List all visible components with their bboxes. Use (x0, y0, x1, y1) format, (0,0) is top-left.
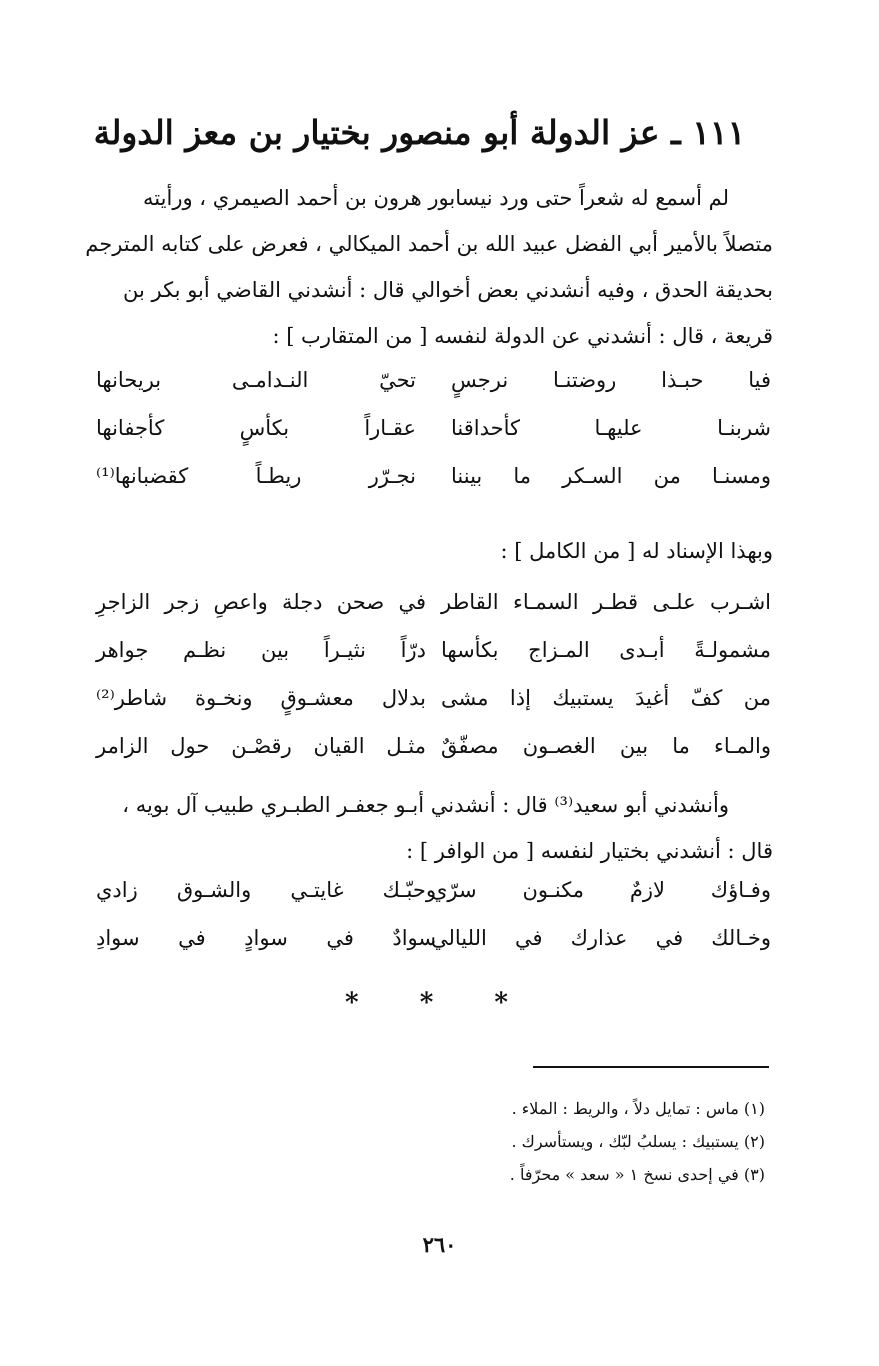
verse-row (96, 878, 771, 926)
verse-second-hemistich: في صحن دجلة واعصِ زجر الزاجرِ (96, 590, 426, 614)
verse-first-hemistich: من كفّ أغيدَ يستبيك إذا مشى (441, 686, 771, 710)
verse-first-hemistich: وفـاؤك لازمٌ مكنـون سرّي (431, 878, 771, 902)
verse-row (96, 638, 771, 686)
poem3-intro (68, 782, 773, 874)
footnote: (١) ماس : تمايل دلاً ، والريط : الملاء . (511, 1099, 765, 1118)
verse-first-hemistich: فيا حبـذا روضتنـا نرجسٍ (451, 368, 771, 392)
verse-second-hemistich: سوادٌ في سوادٍ في سوادِ (96, 926, 436, 950)
verse-first-hemistich: ومسنـا من السـكر ما بيننا (451, 464, 771, 488)
verse-second-hemistich: درّاً نثيـراً بين نظـم جواهر (96, 638, 426, 662)
verse-row (96, 590, 771, 638)
prose-line: وبهذا الإسناد له [ من الكامل ] : (500, 539, 773, 563)
verse-row (96, 734, 771, 782)
verse-second-hemistich: عقـاراً بكأسٍ كأجفانها (96, 416, 416, 440)
footnote: (٢) يستبيك : يسلبُ لبّك ، ويستأسرك . (511, 1132, 765, 1151)
prose-line: قريعة ، قال : أنشدني عن الدولة لنفسه [ من المتقارب ] : (272, 324, 773, 348)
verse-row (96, 368, 771, 416)
prose-line: قال : أنشدني بختيار لنفسه [ من الوافر ] : (406, 839, 773, 863)
verse-first-hemistich: والمـاء ما بين الغصـون مصفّقٌ (441, 734, 771, 758)
footnotes (300, 1092, 765, 1191)
footnote-rule (533, 1066, 769, 1068)
prose-line: بحديقة الحدق ، وفيه أنشدني بعض أخوالي قال : أنشدني القاضي أبو بكر بن (122, 278, 773, 302)
prose-line: لم أسمع له شعراً حتى ورد نيسابور هرون بن أحمد الصيمري ، ورأيته (143, 186, 729, 210)
verse-row (96, 686, 771, 734)
prose-line: وأنشدني أبو سعيد⁽³⁾ قال : أنشدني أبـو جعفـر الطبـري طبيب آل بويه ، (122, 793, 729, 817)
poem-kamil (96, 590, 771, 782)
verse-second-hemistich: مثـل القيان رقصْـن حول الزامر (96, 734, 426, 758)
verse-second-hemistich: تحيّ النـدامـى بريحانها (96, 368, 416, 392)
verse-second-hemistich: وحبّـك غايتـي والشـوق زادي (96, 878, 436, 902)
verse-first-hemistich: اشـرب علـى قطـر السمـاء القاطر (441, 590, 771, 614)
verse-first-hemistich: شربنـا عليهـا كأحداقنا (451, 416, 771, 440)
section-heading: ١١١ ـ عز الدولة أبو منصور بختيار بن معز الدولة (93, 113, 746, 152)
page-number: ٢٦٠ (422, 1232, 457, 1257)
verse-first-hemistich: مشمولـةً أبـدى المـزاج بكأسها (441, 638, 771, 662)
footnote: (٣) في إحدى نسخ ١ « سعد » محرّفاً . (509, 1165, 765, 1184)
verse-second-hemistich: نجـرّر ريطـاً كقضبانها⁽¹⁾ (96, 464, 416, 488)
poem-wafir (96, 878, 771, 974)
verse-second-hemistich: بدلال معشـوقٍ ونخـوة شاطر⁽²⁾ (96, 686, 426, 710)
verse-row (96, 464, 771, 512)
poem2-intro (68, 528, 773, 574)
verse-first-hemistich: وخـالك في عذارك في الليالي (431, 926, 771, 950)
prose-line: متصلاً بالأمير أبي الفضل عبيد الله بن أحمد الميكالي ، فعرض على كتابه المترجم (85, 232, 773, 256)
section-separator: * * * (345, 988, 534, 1018)
poem-mutaqarib (96, 368, 771, 512)
verse-row (96, 416, 771, 464)
intro-paragraph (68, 175, 773, 359)
verse-row (96, 926, 771, 974)
